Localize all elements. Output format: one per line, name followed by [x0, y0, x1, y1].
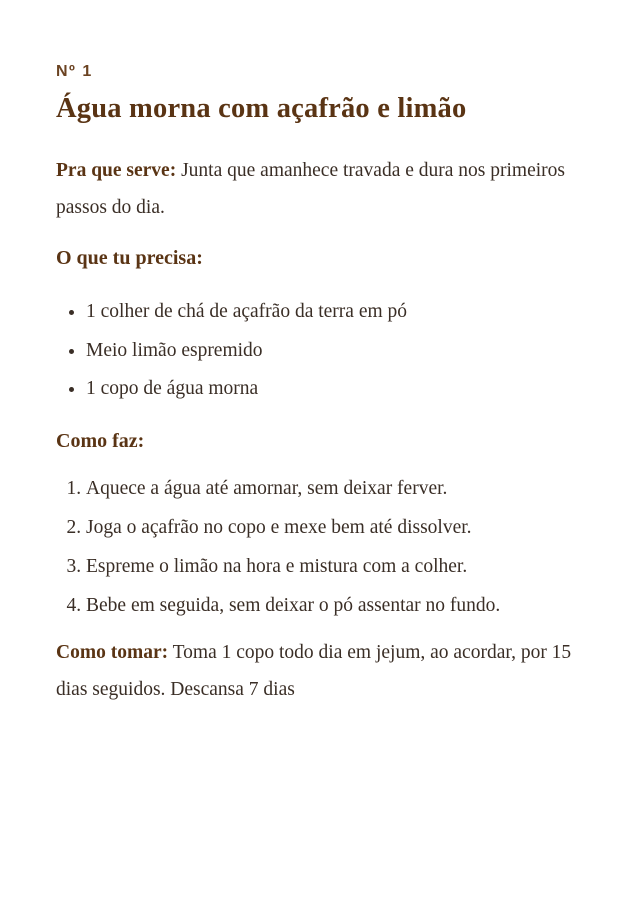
recipe-title: Água morna com açafrão e limão [56, 93, 467, 124]
recipe-number: Nº 1 [56, 63, 93, 80]
purpose-paragraph [56, 152, 586, 226]
step-item: 3. Espreme o limão na hora e mistura com a colher. [86, 549, 586, 585]
steps-list [56, 471, 586, 624]
steps-heading: Como faz: [56, 429, 145, 452]
ingredients-heading: O que tu precisa: [56, 247, 203, 269]
ingredient-item: • 1 copo de água morna [86, 370, 586, 409]
ingredient-item: • Meio limão espremido [86, 332, 586, 371]
purpose-label: Pra que serve: [56, 160, 177, 181]
take-text: Toma 1 copo todo dia em jejum, ao acordar, por 15 dias seguidos. Descansa 7 dias [56, 641, 572, 700]
purpose-text: Junta que amanhece travada e dura nos primeiros passos do dia. [56, 160, 565, 218]
take-label: Como tomar: [56, 641, 169, 663]
step-item: 1. Aquece a água até amornar, sem deixar ferver. [86, 471, 586, 507]
take-paragraph [56, 634, 586, 708]
ingredient-item: • 1 colher de chá de açafrão da terra em pó [86, 293, 586, 332]
step-item: 4. Bebe em seguida, sem deixar o pó assentar no fundo. [86, 588, 586, 624]
ingredients-list [56, 293, 586, 409]
step-item: 2. Joga o açafrão no copo e mexe bem até dissolver. [86, 510, 586, 546]
